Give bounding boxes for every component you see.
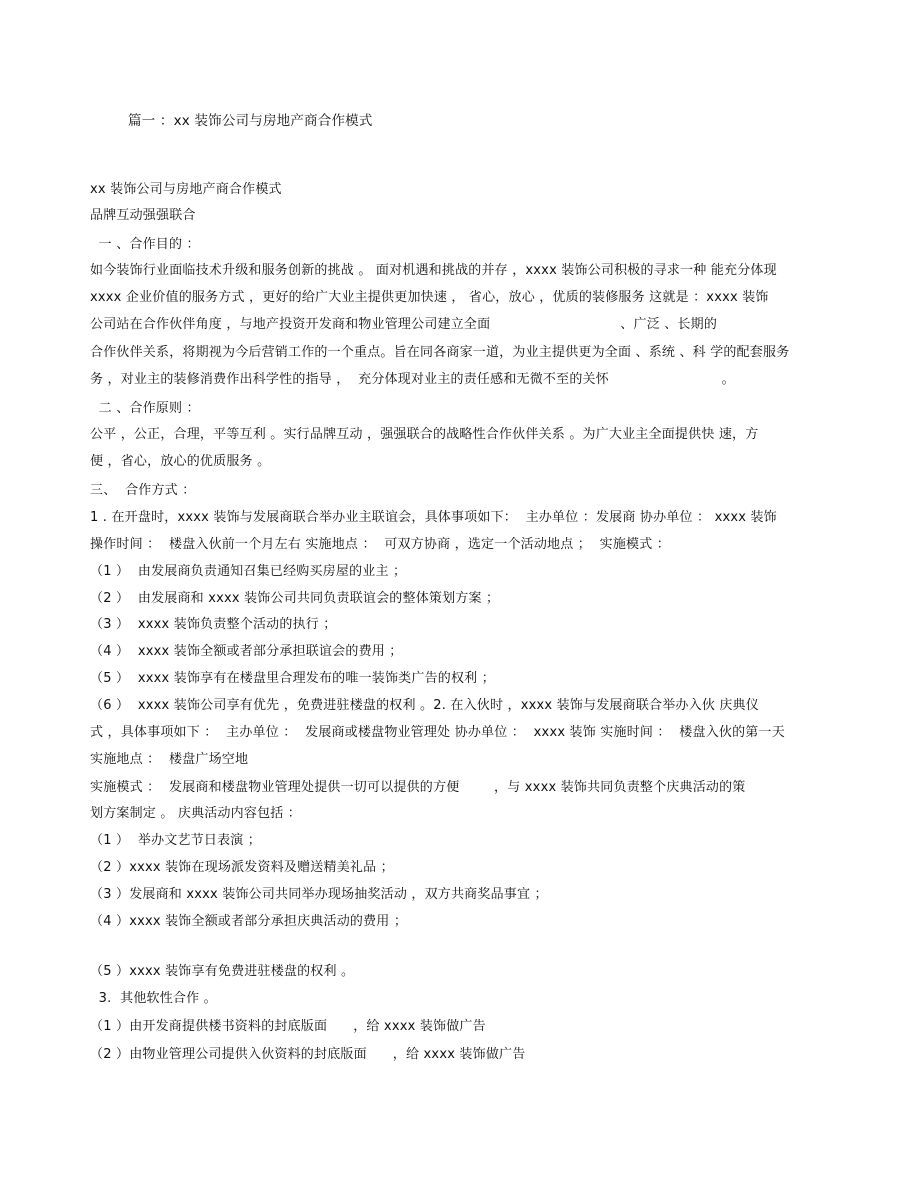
section-heading-methods: 三、 合作方式 ：: [90, 483, 196, 498]
list-item: （1 ） 由发展商负责通知召集已经购买房屋的业主 ；: [90, 564, 407, 579]
list-item: （1 ）由开发商提供楼书资料的封底版面 ，给 xxxx 装饰做广告: [90, 1019, 486, 1034]
paragraph-line: 实施模式 ： 发展商和楼盘物业管理处提供一切可以提供的方便 ，与 xxxx 装饰共同负责整个庆典活动的策: [90, 780, 746, 795]
list-item: （5 ） xxxx 装饰享有在楼盘里合理发布的唯一装饰类广告的权利 ；: [90, 671, 495, 686]
list-item: （3 ）发展商和 xxxx 装饰公司共同举办现场抽奖活动 ，双方共商奖品事宜 ；: [90, 887, 548, 902]
doc-subtitle: 品牌互动强强联合: [90, 208, 196, 223]
paragraph-line: 公司站在合作伙伴角度 ，与地产投资开发商和物业管理公司建立全面 、广泛 、长期的: [90, 317, 718, 332]
list-item: （3 ） xxxx 装饰负责整个活动的执行 ；: [90, 617, 337, 632]
paragraph-line: 公平 ，公正，合理，平等互利 。实行品牌互动 ，强强联合的战略性合作伙伴关系 。为广大业主全面提供快 速，方: [90, 427, 759, 442]
paragraph-line: 划方案制定 。 庆典活动内容包括 ：: [90, 806, 301, 821]
paragraph-line: 实施地点 ： 楼盘广场空地: [90, 752, 249, 767]
list-item: （2 ） 由发展商和 xxxx 装饰公司共同负责联谊会的整体策划方案 ；: [90, 591, 500, 606]
list-item: （1 ） 举办文艺节日表演 ；: [90, 833, 262, 848]
paragraph-line: 1 . 在开盘时，xxxx 装饰与发展商联合举办业主联谊会，具体事项如下： 主办单位 ：发展商 协办单位 ： xxxx 装饰: [90, 510, 777, 525]
document-heading: 篇一 ：xx 装饰公司与房地产商合作模式: [128, 113, 373, 129]
list-item: （5 ）xxxx 装饰享有免费进驻楼盘的权利 。: [90, 964, 355, 979]
paragraph-line: 合作伙伴关系，将期视为今后营销工作的一个重点。旨在同各商家一道，为业主提供更为全面 、系统 、科 学的配套服务: [90, 345, 790, 360]
paragraph-line: 式 ，具体事项如下 ： 主办单位 ： 发展商或楼盘物业管理处 协办单位 ： xxxx 装饰 实施时间 ： 楼盘入伙的第一天: [90, 725, 785, 740]
list-item: （2 ）由物业管理公司提供入伙资料的封底版面 ，给 xxxx 装饰做广告: [90, 1047, 526, 1062]
paragraph-line: 操作时间 ： 楼盘入伙前一个月左右 实施地点 ： 可双方协商 ，选定一个活动地点 ； 实施模式 ：: [90, 537, 670, 552]
section-heading-principles: 二 、合作原则 ：: [90, 401, 200, 416]
list-item: （4 ） xxxx 装饰全额或者部分承担联谊会的费用 ；: [90, 644, 403, 659]
paragraph-line: 便 ，省心，放心的优质服务 。: [90, 454, 271, 469]
paragraph-line: 务 ，对业主的装修消费作出科学性的指导 ， 充分体现对业主的责任感和无微不至的关怀 。: [90, 372, 735, 387]
section-heading-purpose: 一 、合作目的 ：: [90, 237, 200, 252]
section-heading-soft-cooperation: 3. 其他软性合作 。: [90, 991, 217, 1006]
doc-title: xx 装饰公司与房地产商合作模式: [90, 182, 282, 197]
list-item: （4 ）xxxx 装饰全额或者部分承担庆典活动的费用 ；: [90, 914, 408, 929]
paragraph-line: 如今装饰行业面临技术升级和服务创新的挑战 。 面对机遇和挑战的并存 ，xxxx 装饰公司积极的寻求一种 能充分体现: [90, 263, 777, 278]
list-item: （6 ） xxxx 装饰公司享有优先 ，免费进驻楼盘的权利 。2. 在入伙时 ，xxxx 装饰与发展商联合举办入伙 庆典仪: [90, 698, 759, 713]
paragraph-line: xxxx 企业价值的服务方式 ，更好的给广大业主提供更加快速 ， 省心，放心 ，优质的装修服务 这就是 ：xxxx 装饰: [90, 290, 769, 305]
list-item: （2 ）xxxx 装饰在现场派发资料及赠送精美礼品 ；: [90, 860, 394, 875]
